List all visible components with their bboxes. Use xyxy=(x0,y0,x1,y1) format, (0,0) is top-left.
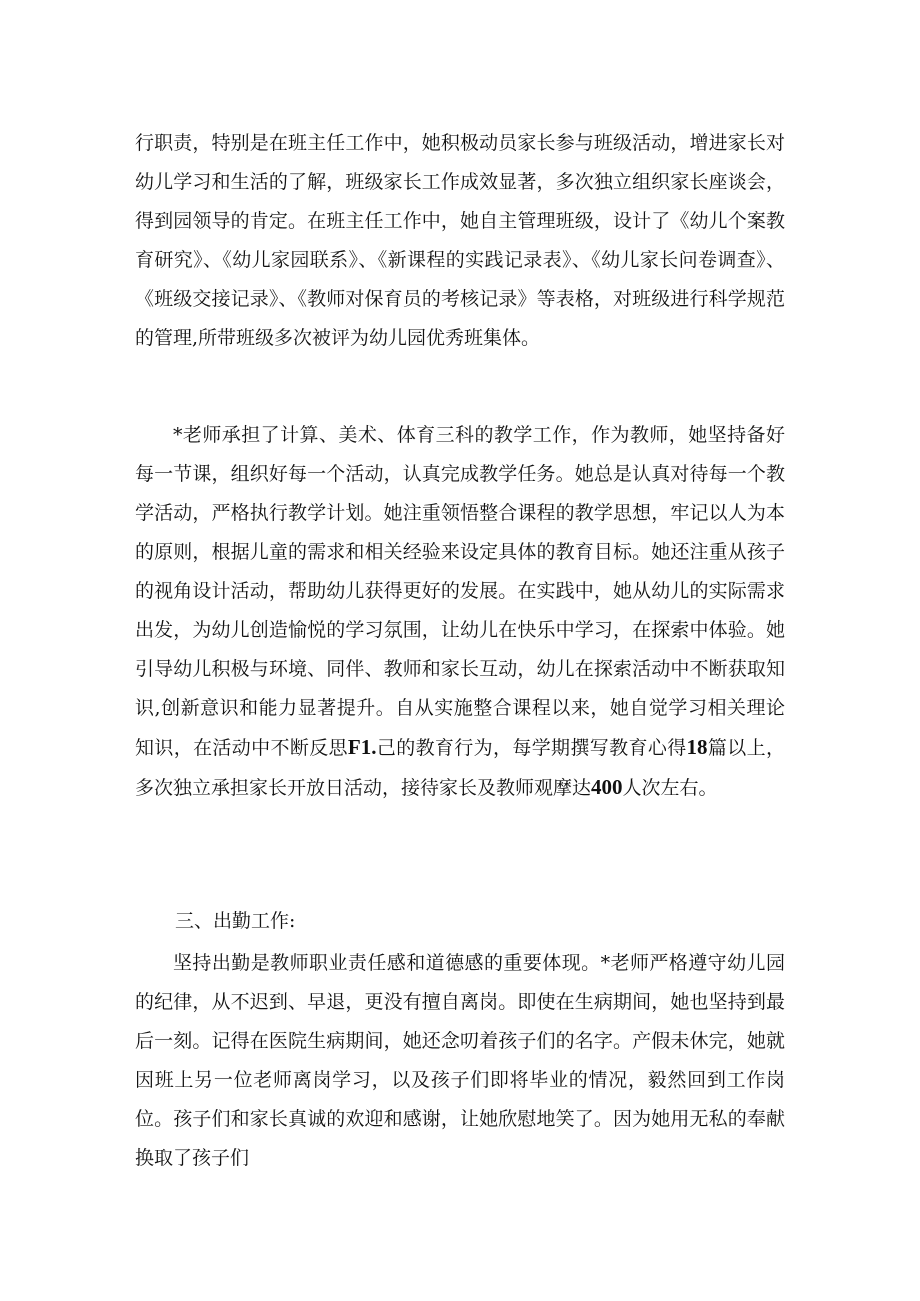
bold-f1: F1. xyxy=(347,735,377,759)
paragraph-teaching-work xyxy=(135,416,785,808)
teaching-text-a: *老师承担了计算、美术、体育三科的教学工作，作为教师，她坚持备好每一节课，组织好每一个活动，认真完成教学任务。她总是认真对待每一个教学活动，严格执行教学计划。她注重领悟整合课程的教学思想，牢记以人为本的原则，根据儿童的需求和相关经验来设定具体的教育目标。她还注重从孩子的视角设计活动，帮助幼儿获得更好的发展。在实践中，她从幼儿的实际需求出发，为幼儿创造愉悦的学习氛围，让幼儿在快乐中学习，在探索中体验。她引导幼儿积极与环境、同伴、教师和家长互动，幼儿在探索活动中不断获取知识,创新意识和能力显著提升。自从实施整合课程以来，她自觉学习相关理论知识，在活动中不断反思 xyxy=(135,424,785,759)
teaching-text-c: 篇以上，多次独立承担家长开放日活动，接待家长及教师观摩达 xyxy=(135,737,785,799)
bold-400: 400 xyxy=(591,775,623,799)
teaching-text-b: 己的教育行为，每学期撰写教育心得 xyxy=(376,737,687,759)
paragraph-class-teacher-work: 行职责，特别是在班主任工作中，她积极动员家长参与班级活动，增进家长对幼儿学习和生活的了解，班级家长工作成效显著，多次独立组织家长座谈会，得到园领导的肯定。在班主任工作中，她自主管理班级，设计了《幼儿个案教育研究》、《幼儿家园联系》、《新课程的实践记录表》、《幼儿家长问卷调查》、《班级交接记录》、《教师对保育员的考核记录》等表格，对班级进行科学规范的管理,所带班级多次被评为幼儿园优秀班集体。 xyxy=(135,132,785,349)
teaching-text-d: 人次左右。 xyxy=(622,777,718,799)
bold-18: 18 xyxy=(686,735,708,759)
paragraph-attendance: 坚持出勤是教师职业责任感和道德感的重要体现。*老师严格遵守幼儿园的纪律，从不迟到、早退，更没有擅自离岗。即使在生病期间，她也坚持到最后一刻。记得在医院生病期间，她还念叨着孩子们的名字。产假未休完，她就因班上另一位老师离岗学习，以及孩子们即将毕业的情况，毅然回到工作岗位。孩子们和家长真诚的欢迎和感谢，让她欣慰地笑了。因为她用无私的奉献换取了孩子们 xyxy=(135,952,785,1169)
section-heading-attendance: 三、出勤工作: xyxy=(175,910,296,932)
